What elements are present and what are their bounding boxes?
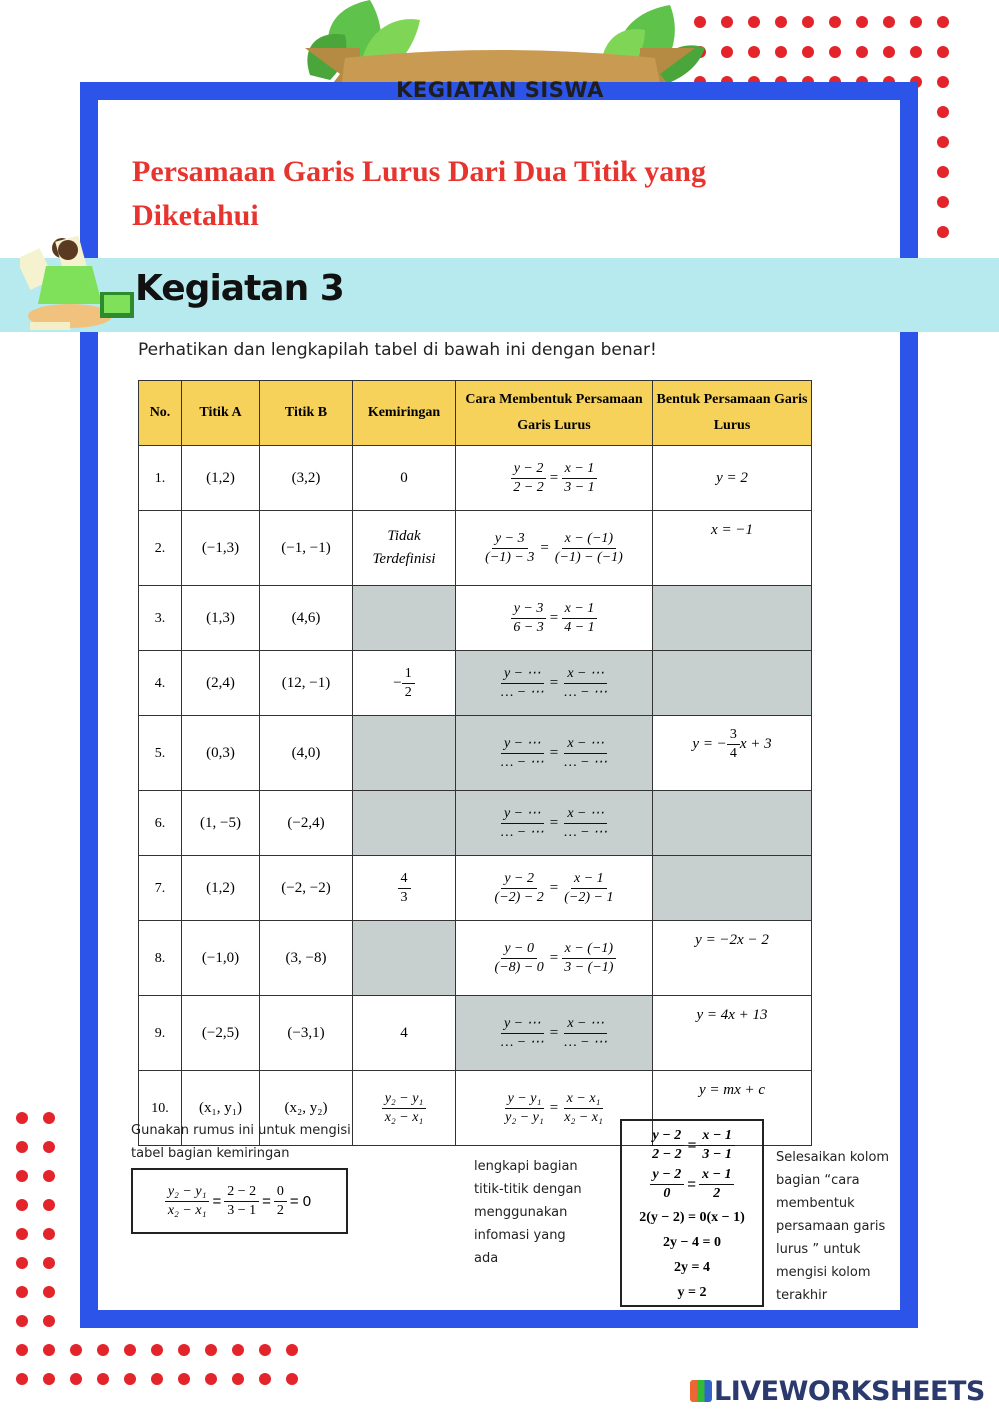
method-fraction-right: $\frac{x - \cdots}{\dots - \cdots}$: [564, 735, 608, 770]
cell-titik-a: [182, 446, 260, 511]
cell-bentuk: [653, 856, 812, 921]
row-number: 2.: [154, 541, 166, 556]
note-middle-line: infomasi yang: [474, 1228, 566, 1243]
decor-dot: [16, 1373, 28, 1385]
point-a: (1,2): [206, 880, 235, 896]
decor-dot: [43, 1373, 55, 1385]
point-a: (−1,0): [201, 950, 240, 966]
cell-titik-a: [182, 716, 260, 791]
decor-dot: [16, 1141, 28, 1153]
point-b: (3, −8): [285, 950, 327, 966]
formula-frac-3: $\frac{0}{2}$: [274, 1183, 287, 1220]
cell-bentuk: [653, 511, 812, 586]
decor-dot: [43, 1315, 55, 1327]
decor-dot: [937, 76, 949, 88]
decor-dot: [16, 1257, 28, 1269]
banner-label: KEGIATAN SISWA: [396, 78, 604, 102]
table-row: [139, 921, 812, 996]
decor-dot: [937, 46, 949, 58]
slope-value: 4: [400, 1025, 408, 1041]
cell-titik-a: [182, 511, 260, 586]
table-header-row: [139, 381, 812, 446]
cell-cara: $\frac{y - 3}{6 - 3}$ = $\frac{x - 1}{4 - 1}$: [456, 586, 653, 651]
cell-kemiringan: [353, 856, 456, 921]
method-fraction-left: $\frac{y - 0}{(-8) - 0}$: [494, 940, 544, 975]
decor-dot: [721, 46, 733, 58]
row-number: 10.: [151, 1101, 169, 1116]
point-b: (−2,4): [287, 815, 325, 831]
decor-dot: [802, 16, 814, 28]
header-no: No.: [139, 381, 182, 446]
decor-dot: [178, 1344, 190, 1356]
method-fraction-left: $\frac{y - \cdots}{\dots - \cdots}$: [500, 735, 544, 770]
point-a: (−1,3): [201, 540, 240, 556]
cell-titik-b: [260, 921, 353, 996]
table-row: [139, 996, 812, 1071]
table-row: [139, 856, 812, 921]
formula-result: = 0: [289, 1192, 312, 1210]
decor-dot: [43, 1112, 55, 1124]
decor-dot: [43, 1170, 55, 1182]
result-value: x = −1: [711, 522, 753, 538]
worksheet-table: [138, 380, 812, 1146]
decor-dot: [748, 16, 760, 28]
row-number: 7.: [154, 881, 166, 896]
decor-dot: [16, 1199, 28, 1211]
point-b: (4,0): [291, 745, 321, 761]
decor-dot: [205, 1373, 217, 1385]
note-middle-line: ada: [474, 1251, 499, 1266]
slope-formula-box: [131, 1168, 348, 1234]
point-a: (x₁, y₁): [199, 1100, 242, 1116]
formula-frac-1: $\frac{\text{y₂ − y₁}}{\text{x₂ − x₁}}$: [165, 1183, 210, 1220]
method-fraction-left: $\frac{y - 3}{(-1) - 3}$: [485, 530, 535, 565]
cell-kemiringan: [353, 996, 456, 1071]
decor-dot: [16, 1112, 28, 1124]
note-left-line-1: Gunakan rumus ini untuk mengisi: [131, 1123, 351, 1138]
decor-dot: [16, 1170, 28, 1182]
method-fraction-right: $\frac{x - (-1)}{(-1) - (-1)}$: [554, 530, 623, 565]
cell-bentuk: [653, 651, 812, 716]
cell-kemiringan: [353, 716, 456, 791]
decor-dot: [937, 166, 949, 178]
note-right-line: terakhir: [776, 1288, 828, 1303]
decor-dot: [259, 1373, 271, 1385]
header-bentuk: Bentuk Persamaan Garis Lurus: [653, 381, 812, 446]
method-fraction-left: $\frac{y - 2}{2 - 2}$: [510, 460, 546, 497]
note-right-line: bagian “cara: [776, 1173, 860, 1188]
table-row: [139, 511, 812, 586]
cell-titik-b: [260, 446, 353, 511]
point-a: (2,4): [206, 675, 235, 691]
point-a: (1,3): [206, 610, 235, 626]
result-value: y = 4x + 13: [696, 1007, 768, 1023]
method-fraction-left: $\frac{y - 3}{6 - 3}$: [510, 600, 546, 637]
cell-bentuk: [653, 996, 812, 1071]
cell-bentuk: [653, 446, 812, 511]
table-row: [139, 446, 812, 511]
equals-sign: =: [212, 1192, 222, 1210]
result-part: x + 3: [739, 736, 772, 753]
decor-dot: [856, 16, 868, 28]
result-value: y = 2: [716, 470, 748, 486]
cell-no: [139, 791, 182, 856]
cell-titik-b: [260, 856, 353, 921]
method-fraction-right: $\frac{x - 1}{4 - 1}$: [561, 600, 597, 637]
decor-dot: [16, 1315, 28, 1327]
decor-dot: [178, 1373, 190, 1385]
note-right-line: Selesaikan kolom: [776, 1150, 890, 1165]
decor-dot: [286, 1344, 298, 1356]
example-solution-box: [620, 1119, 764, 1307]
method-fraction-right: $\frac{x - \cdots}{\dots - \cdots}$: [564, 805, 608, 840]
decor-dot: [694, 16, 706, 28]
cell-cara: $\frac{y - 3}{(-1) - 3}$ = $\frac{x - (-1)}{(-1) - (-1)}$: [456, 511, 653, 586]
decor-dot: [721, 16, 733, 28]
point-a: (1, −5): [200, 815, 241, 831]
point-a: (−2,5): [201, 1025, 240, 1041]
decor-dot: [43, 1257, 55, 1269]
point-b: (12, −1): [281, 675, 331, 691]
cell-kemiringan: [353, 511, 456, 586]
point-b: (4,6): [291, 610, 321, 626]
example-step-4: 2y − 4 = 0: [663, 1235, 721, 1250]
decor-dot: [748, 46, 760, 58]
example-step-3: 2(y − 2) = 0(x − 1): [639, 1210, 745, 1225]
result-fraction: $\frac{3}{4}$: [727, 726, 740, 763]
method-fraction-right: $\frac{x - 1}{(-2) - 1}$: [564, 870, 614, 905]
row-number: 9.: [154, 1026, 166, 1041]
example-step-5: 2y = 4: [674, 1260, 710, 1275]
note-middle: [474, 1155, 582, 1270]
cell-no: [139, 651, 182, 716]
cell-titik-b: [260, 996, 353, 1071]
point-a: (1,2): [206, 470, 235, 486]
cell-kemiringan: [353, 446, 456, 511]
example-step-6: y = 2: [677, 1285, 707, 1300]
point-b: (3,2): [291, 470, 321, 486]
note-middle-line: lengkapi bagian: [474, 1159, 578, 1174]
decor-dot: [124, 1373, 136, 1385]
result-part: y = −: [692, 736, 727, 753]
cell-titik-b: [260, 791, 353, 856]
example-step-2: $\frac{y - 2}{0}$ = $\frac{x - 1}{2}$: [622, 1166, 762, 1203]
cell-cara: $\frac{y - \cdots}{\dots - \cdots}$ = $\frac{x - \cdots}{\dots - \cdots}$: [456, 791, 653, 856]
activity-heading: Kegiatan 3: [135, 268, 344, 309]
liveworksheets-icon: [690, 1380, 712, 1402]
decor-dot: [937, 136, 949, 148]
note-left-line-2: tabel bagian kemiringan: [131, 1146, 290, 1161]
decor-dot: [937, 196, 949, 208]
slope-text: Tidak: [387, 528, 421, 544]
decor-dot: [883, 16, 895, 28]
decor-dot: [937, 16, 949, 28]
cell-cara: $\frac{y - \cdots}{\dots - \cdots}$ = $\frac{x - \cdots}{\dots - \cdots}$: [456, 651, 653, 716]
decor-dot: [16, 1344, 28, 1356]
cell-cara: $\frac{y - 2}{2 - 2}$ = $\frac{x - 1}{3 - 1}$: [456, 446, 653, 511]
decor-dot: [232, 1373, 244, 1385]
cell-titik-a: [182, 651, 260, 716]
decor-dot: [910, 46, 922, 58]
cell-kemiringan: [353, 921, 456, 996]
cell-cara: $\frac{y - \cdots}{\dots - \cdots}$ = $\frac{x - \cdots}{\dots - \cdots}$: [456, 716, 653, 791]
header-titik-b: Titik B: [260, 381, 353, 446]
row-number: 3.: [154, 611, 166, 626]
cell-no: [139, 586, 182, 651]
cell-no: [139, 446, 182, 511]
decor-dot: [829, 16, 841, 28]
note-right-line: persamaan garis: [776, 1219, 886, 1234]
method-fraction-left: $\frac{y - 2}{(-2) - 2}$: [494, 870, 544, 905]
decor-dot: [775, 46, 787, 58]
note-right-line: membentuk: [776, 1196, 855, 1211]
header-cara: Cara Membentuk Persamaan Garis Lurus: [456, 381, 653, 446]
cell-kemiringan: [353, 791, 456, 856]
cell-no: [139, 921, 182, 996]
decor-dot: [937, 106, 949, 118]
cell-bentuk: [653, 921, 812, 996]
decor-dot: [232, 1344, 244, 1356]
method-fraction-left: $\frac{\text{y − y₁}}{\text{y₂ − y₁}}$: [505, 1090, 544, 1125]
slope-fraction: $\frac{\text{y₂ − y₁}}{\text{x₂ − x₁}}$: [382, 1090, 427, 1127]
note-middle-line: menggunakan: [474, 1205, 568, 1220]
decor-dot: [16, 1228, 28, 1240]
decor-dot: [775, 16, 787, 28]
method-fraction-left: $\frac{y - \cdots}{\dots - \cdots}$: [500, 1015, 544, 1050]
method-fraction-left: $\frac{y - \cdots}{\dots - \cdots}$: [500, 665, 544, 700]
cell-titik-a: [182, 921, 260, 996]
decor-dot: [259, 1344, 271, 1356]
decor-dot: [43, 1344, 55, 1356]
cell-no: [139, 511, 182, 586]
decor-dot: [856, 46, 868, 58]
decor-dot: [43, 1228, 55, 1240]
point-b: (−3,1): [287, 1025, 325, 1041]
cell-kemiringan: [353, 586, 456, 651]
cell-titik-a: [182, 586, 260, 651]
result-value: y = −2x − 2: [695, 932, 769, 948]
example-step-1: $\frac{y - 2}{2 - 2}$ = $\frac{x - 1}{3 - 1}$: [622, 1127, 762, 1164]
decor-dot: [43, 1141, 55, 1153]
point-b: (−2, −2): [281, 880, 331, 896]
cell-titik-b: [260, 586, 353, 651]
decor-dot: [70, 1344, 82, 1356]
table-row: [139, 651, 812, 716]
header-titik-a: Titik A: [182, 381, 260, 446]
table-row: [139, 716, 812, 791]
row-number: 8.: [154, 951, 166, 966]
liveworksheets-logo[interactable]: [690, 1376, 985, 1407]
decor-dot: [883, 46, 895, 58]
note-middle-line: titik-titik dengan: [474, 1182, 582, 1197]
decor-dot: [43, 1286, 55, 1298]
note-right-line: mengisi kolom: [776, 1265, 871, 1280]
row-number: 5.: [154, 746, 166, 761]
row-number: 4.: [154, 676, 166, 691]
page-title: Persamaan Garis Lurus Dari Dua Titik yang Diketahui: [132, 155, 706, 232]
method-fraction-right: $\frac{x - (-1)}{3 - (-1)}$: [561, 940, 616, 977]
cell-no: [139, 856, 182, 921]
cell-bentuk: [653, 791, 812, 856]
decor-dot: [937, 226, 949, 238]
cell-bentuk: [653, 586, 812, 651]
note-slope-formula: [131, 1119, 351, 1165]
cell-titik-a: [182, 791, 260, 856]
cell-cara: $\frac{\text{y − y₁}}{\text{y₂ − y₁}}$ = $\frac{\text{x − x₁}}{\text{x₂ − x₁}}$: [456, 1071, 653, 1146]
slope-value: 0: [400, 470, 408, 486]
method-fraction-right: $\frac{x - 1}{3 - 1}$: [561, 460, 597, 497]
method-fraction-right: $\frac{x - \cdots}{\dots - \cdots}$: [564, 1015, 608, 1050]
header-kemiringan: Kemiringan: [353, 381, 456, 446]
decor-dot: [829, 46, 841, 58]
cell-titik-b: [260, 716, 353, 791]
decor-dot: [151, 1373, 163, 1385]
method-fraction-right: $\frac{x - \cdots}{\dots - \cdots}$: [564, 665, 608, 700]
equals-sign: =: [262, 1192, 271, 1210]
slope-text: Terdefinisi: [372, 551, 436, 567]
decor-dot: [70, 1373, 82, 1385]
cell-titik-b: [260, 651, 353, 716]
decor-dot: [97, 1373, 109, 1385]
decor-dot: [286, 1373, 298, 1385]
cell-no: [139, 996, 182, 1071]
table-row: [139, 586, 812, 651]
decor-dot: [97, 1344, 109, 1356]
decor-dot: [910, 16, 922, 28]
result-value: y = mx + c: [698, 1082, 766, 1098]
cell-kemiringan: [353, 651, 456, 716]
cell-titik-a: [182, 996, 260, 1071]
method-fraction-left: $\frac{y - \cdots}{\dots - \cdots}$: [500, 805, 544, 840]
decor-dot: [124, 1344, 136, 1356]
method-fraction-right: $\frac{\text{x − x₁}}{\text{x₂ − x₁}}$: [564, 1090, 603, 1125]
note-right-line: lurus ” untuk: [776, 1242, 861, 1257]
cell-cara: $\frac{y - 0}{(-8) - 0}$ = $\frac{x - (-1)}{3 - (-1)}$: [456, 921, 653, 996]
formula-frac-2: $\frac{2 - 2}{3 - 1}$: [224, 1183, 259, 1220]
decor-dot: [802, 46, 814, 58]
point-a: (0,3): [206, 745, 235, 761]
decor-dot: [151, 1344, 163, 1356]
cell-bentuk: [653, 716, 812, 791]
cell-kemiringan: [353, 1071, 456, 1146]
decor-dot: [43, 1199, 55, 1211]
instruction-text: Perhatikan dan lengkapilah tabel di bawah ini dengan benar!: [138, 340, 657, 360]
row-number: 6.: [154, 816, 166, 831]
cell-no: [139, 716, 182, 791]
liveworksheets-text: LIVEWORKSHEETS: [714, 1376, 985, 1407]
slope-fraction: $\frac{1}{2}$: [402, 665, 415, 702]
cell-titik-b: [260, 511, 353, 586]
slope-sign: −: [393, 674, 402, 691]
row-number: 1.: [154, 471, 166, 486]
note-right: [776, 1146, 889, 1307]
point-b: (−1, −1): [281, 540, 331, 556]
table-row: [139, 791, 812, 856]
cell-cara: $\frac{y - \cdots}{\dots - \cdots}$ = $\frac{x - \cdots}{\dots - \cdots}$: [456, 996, 653, 1071]
cell-titik-a: [182, 856, 260, 921]
slope-fraction: $\frac{4}{3}$: [398, 870, 411, 907]
cell-cara: $\frac{y - 2}{(-2) - 2}$ = $\frac{x - 1}{(-2) - 1}$: [456, 856, 653, 921]
student-icon: [20, 232, 140, 342]
decor-dot: [16, 1286, 28, 1298]
decor-dot: [205, 1344, 217, 1356]
point-b: (x₂, y₂): [284, 1100, 328, 1116]
